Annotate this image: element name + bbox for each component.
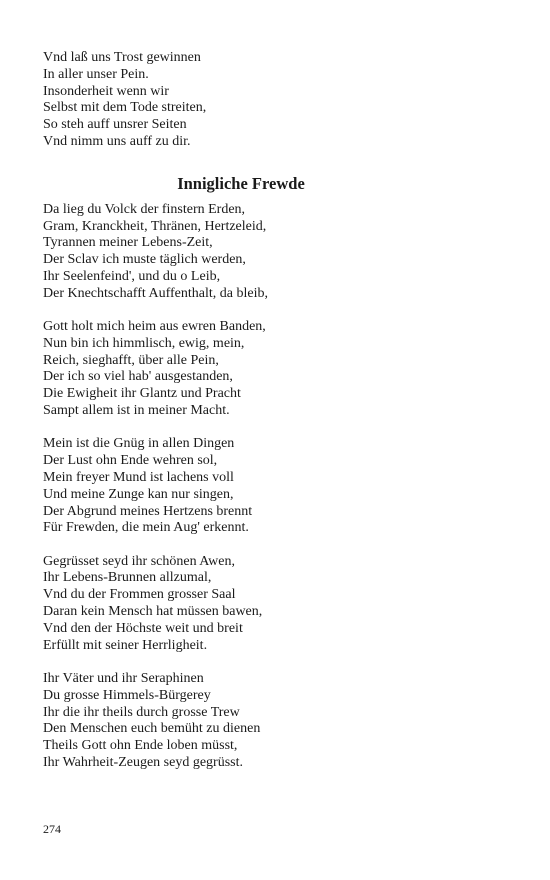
verse-line: Du grosse Himmels-Bürgerey [43,687,211,703]
verse-line: So steh auff unsrer Seiten [43,117,187,133]
verse-line: Für Frewden, die mein Aug' erkennt. [43,520,249,536]
verse-line: Sampt allem ist in meiner Macht. [43,403,230,419]
verse-line: Da lieg du Volck der finstern Erden, [43,201,246,217]
verse-line: Der Abgrund meines Hertzens brennt [43,503,253,519]
verse-line: Den Menschen euch bemüht zu dienen [43,721,261,737]
verse-line: Gott holt mich heim aus ewren Banden, [43,319,266,335]
verse-line: Theils Gott ohn Ende loben müsst, [43,738,238,754]
verse-line: Erfüllt mit seiner Herrligheit. [43,637,208,653]
verse-line: Gegrüsset seyd ihr schönen Awen, [43,553,235,569]
intro-stanza [43,50,503,151]
verse-line: Ihr Lebens-Brunnen allzumal, [43,570,212,586]
stanza-4 [43,554,503,655]
verse-line: Und meine Zunge kan nur singen, [43,486,234,502]
verse-line: Mein freyer Mund ist lachens voll [43,469,234,485]
verse-line: Ihr Wahrheit-Zeugen seyd gegrüsst. [43,754,243,770]
verse-line: Vnd nimm uns auff zu dir. [43,133,191,149]
verse-line: In aller unser Pein. [43,66,149,82]
verse-line: Daran kein Mensch hat müssen bawen, [43,604,263,620]
verse-line: Nun bin ich himmlisch, ewig, mein, [43,335,245,351]
verse-line: Tyrannen meiner Lebens-Zeit, [43,235,213,251]
page-number: 274 [43,822,61,836]
verse-line: Vnd laß uns Trost gewinnen [43,50,201,65]
verse-line: Der ich so viel hab' ausgestanden, [43,369,233,385]
verse-line: Vnd den der Höchste weit und breit [43,620,243,636]
stanza-2 [43,319,503,420]
verse-line: Mein ist die Gnüg in allen Dingen [43,436,235,452]
verse-line: Ihr Seelenfeind', und du o Leib, [43,268,221,284]
stanza-3 [43,436,503,537]
verse-line: Die Ewigheit ihr Glantz und Pracht [43,386,241,402]
verse-line: Ihr Väter und ihr Seraphinen [43,670,204,686]
verse-line: Der Lust ohn Ende wehren sol, [43,453,218,469]
verse-line: Reich, sieghafft, über alle Pein, [43,352,219,368]
verse-line: Insonderheit wenn wir [43,83,169,99]
verse-line: Ihr die ihr theils durch grosse Trew [43,704,240,720]
stanza-5 [43,671,503,772]
page-text [43,50,503,788]
poem-title: Innigliche Frewde [177,173,305,193]
stanza-1 [43,202,503,303]
verse-line: Vnd du der Frommen grosser Saal [43,587,236,603]
verse-line: Der Sclav ich muste täglich werden, [43,252,246,268]
verse-line: Selbst mit dem Tode streiten, [43,100,207,116]
verse-line: Der Knechtschafft Auffenthalt, da bleib, [43,285,268,301]
verse-line: Gram, Kranckheit, Thränen, Hertzeleid, [43,218,267,234]
